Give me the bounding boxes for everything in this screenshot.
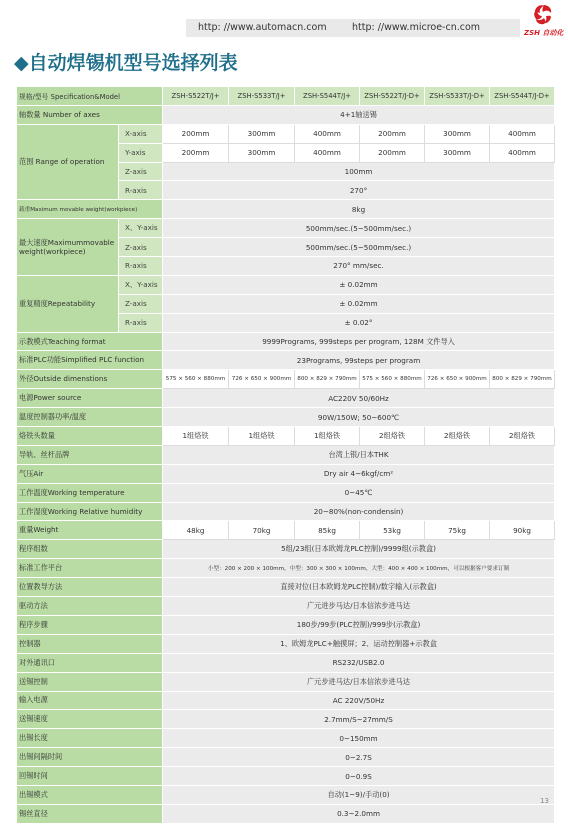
table-row — [17, 483, 555, 502]
row-value: 100mm — [163, 162, 555, 181]
row-value: 广元进步马达/日本信浓步进马达 — [163, 597, 555, 616]
table-row — [17, 105, 555, 124]
row-label: 工作温度Working temperature — [17, 483, 163, 502]
header-model: ZSH-S544T/J+ — [295, 87, 360, 106]
table-row — [17, 767, 555, 786]
axis-label: R-axis — [119, 257, 163, 276]
axis-label: R-axis — [119, 313, 163, 332]
cell-value: 800 × 829 × 790mm — [295, 370, 360, 389]
url-bar — [186, 19, 520, 37]
row-value: 0.3~2.0mm — [163, 804, 555, 823]
row-label: 送锡控制 — [17, 672, 163, 691]
row-label: 出锡模式 — [17, 785, 163, 804]
row-value: 9999Programs, 999steps per program, 128M 文件导入 — [163, 332, 555, 351]
cell-value: 2组烙铁 — [490, 427, 555, 446]
row-value: 8kg — [163, 200, 555, 219]
row-value: Dry air 4~6kgf/cm² — [163, 464, 555, 483]
table-row — [17, 748, 555, 767]
cell-value: 200mm — [360, 143, 425, 162]
row-value: 1、欧姆龙PLC+触摸屏；2、运动控制器+示教盒 — [163, 634, 555, 653]
page-number: 13 — [540, 797, 549, 805]
row-label: 电源Power source — [17, 389, 163, 408]
row-value: AC220V 50/60Hz — [163, 389, 555, 408]
table-header-row — [17, 87, 555, 106]
table-row — [17, 615, 555, 634]
cell-value: 400mm — [295, 143, 360, 162]
cell-value: 2组烙铁 — [360, 427, 425, 446]
axis-label: Z-axis — [119, 238, 163, 257]
table-row — [17, 691, 555, 710]
table-row — [17, 408, 555, 427]
table-row — [17, 332, 555, 351]
table-row — [17, 729, 555, 748]
row-label: 程序步骤 — [17, 615, 163, 634]
table-row — [17, 540, 555, 559]
row-label: 重复精度Repeatability — [17, 275, 119, 332]
row-label: 示教模式Teaching format — [17, 332, 163, 351]
row-value: 直接对位(日本欧姆龙PLC控制)/数字输入(示教盒) — [163, 578, 555, 597]
cell-value: 400mm — [295, 124, 360, 143]
row-label: 锡丝直径 — [17, 804, 163, 823]
cell-value: 70kg — [229, 521, 295, 540]
row-label: 输入电源 — [17, 691, 163, 710]
cell-value: 1组烙铁 — [295, 427, 360, 446]
cell-value: 200mm — [163, 124, 229, 143]
row-label: 工作湿度Working Relative humidity — [17, 502, 163, 521]
row-value: 270° — [163, 181, 555, 200]
cell-value: 1组烙铁 — [229, 427, 295, 446]
row-label: 驱动方法 — [17, 597, 163, 616]
row-label: 标准PLC功能Simplified PLC function — [17, 351, 163, 370]
logo-swirl-icon — [532, 3, 554, 27]
cell-value: 53kg — [360, 521, 425, 540]
website-link-automacn[interactable]: http: //www.automacn.com — [198, 22, 327, 33]
header-model: ZSH-S522T/J+ — [163, 87, 229, 106]
row-label: 出锡长度 — [17, 729, 163, 748]
table-row — [17, 597, 555, 616]
logo-text: ZSH 自动化 — [524, 29, 564, 37]
model-spec-table — [16, 86, 555, 824]
row-label: 重量Weight — [17, 521, 163, 540]
table-row — [17, 521, 555, 540]
row-value: 90W/150W; 50~600℃ — [163, 408, 555, 427]
table-row — [17, 785, 555, 804]
table-row — [17, 389, 555, 408]
row-label: 范围 Range of operation — [17, 124, 119, 200]
cell-value: 85kg — [295, 521, 360, 540]
row-label: 出锡间隔时间 — [17, 748, 163, 767]
row-value: 广元步进马达/日本信浓步进马达 — [163, 672, 555, 691]
table-row — [17, 502, 555, 521]
row-value: 0~0.9S — [163, 767, 555, 786]
table-row — [17, 275, 555, 294]
cell-value: 75kg — [425, 521, 490, 540]
axis-label: R-axis — [119, 181, 163, 200]
header-model: ZSH-S533T/J-D+ — [425, 87, 490, 106]
table-row — [17, 653, 555, 672]
row-value: 自动(1~9)/手动(0) — [163, 785, 555, 804]
row-value: AC 220V/50Hz — [163, 691, 555, 710]
row-label: 载重Maximum movable weight(workpiece) — [17, 200, 163, 219]
table-row — [17, 804, 555, 823]
row-label: 对外通讯口 — [17, 653, 163, 672]
header-model: ZSH-S544T/J-D+ — [490, 87, 555, 106]
cell-value: 200mm — [163, 143, 229, 162]
axis-label: X、Y-axis — [119, 219, 163, 238]
cell-value: 800 × 829 × 790mm — [490, 370, 555, 389]
cell-value: 2组烙铁 — [425, 427, 490, 446]
row-value: 0~150mm — [163, 729, 555, 748]
table-row — [17, 351, 555, 370]
axis-label: Z-axis — [119, 162, 163, 181]
table-row — [17, 464, 555, 483]
table-row — [17, 634, 555, 653]
header-spec-model: 规格/型号 Specification&Model — [17, 87, 163, 106]
row-value: RS232/USB2.0 — [163, 653, 555, 672]
axis-label: X-axis — [119, 124, 163, 143]
axis-label: Z-axis — [119, 294, 163, 313]
row-label: 最大速度Maximummovable weight(workpiece) — [17, 219, 119, 276]
row-label: 气压Air — [17, 464, 163, 483]
row-label: 导轨、丝杆品牌 — [17, 445, 163, 464]
row-value: 23Programs, 99steps per program — [163, 351, 555, 370]
cell-value: 90kg — [490, 521, 555, 540]
row-label: 外径Outside dimenstions — [17, 370, 163, 389]
cell-value: 400mm — [490, 124, 555, 143]
cell-value: 726 × 650 × 900mm — [229, 370, 295, 389]
table-row — [17, 427, 555, 446]
row-value: 500mm/sec.(5~500mm/sec.) — [163, 238, 555, 257]
cell-value: 48kg — [163, 521, 229, 540]
row-value: 20~80%(non-condensin) — [163, 502, 555, 521]
table-row — [17, 370, 555, 389]
row-value: 台湾上银/日本THK — [163, 445, 555, 464]
row-value: 500mm/sec.(5~500mm/sec.) — [163, 219, 555, 238]
row-label: 控制器 — [17, 634, 163, 653]
table-row — [17, 710, 555, 729]
cell-value: 300mm — [425, 124, 490, 143]
cell-value: 300mm — [229, 143, 295, 162]
cell-value: 575 × 560 × 880mm — [163, 370, 229, 389]
cell-value: 1组烙铁 — [163, 427, 229, 446]
row-value: 2.7mm/S~27mm/S — [163, 710, 555, 729]
header-model: ZSH-S522T/J-D+ — [360, 87, 425, 106]
company-logo — [522, 3, 564, 37]
table-row — [17, 445, 555, 464]
cell-value: 726 × 650 × 900mm — [425, 370, 490, 389]
axis-label: Y-axis — [119, 143, 163, 162]
row-label: 位置教导方法 — [17, 578, 163, 597]
cell-value: 300mm — [425, 143, 490, 162]
cell-value: 575 × 560 × 880mm — [360, 370, 425, 389]
axis-label: X、Y-axis — [119, 275, 163, 294]
table-row — [17, 559, 555, 578]
row-value: 0~45℃ — [163, 483, 555, 502]
table-row — [17, 672, 555, 691]
page-header — [0, 0, 568, 38]
cell-value: 400mm — [490, 143, 555, 162]
cell-value: 200mm — [360, 124, 425, 143]
row-label: 程序组数 — [17, 540, 163, 559]
row-value: 0~2.7S — [163, 748, 555, 767]
website-link-microe[interactable]: http: //www.microe-cn.com — [352, 22, 481, 33]
page-title: ◆自动焊锡机型号选择列表 — [14, 52, 238, 74]
row-value: 5组/23组(日本欧姆龙PLC控制)/9999组(示教盒) — [163, 540, 555, 559]
row-value: ± 0.02mm — [163, 294, 555, 313]
table-row — [17, 219, 555, 238]
row-value: ± 0.02° — [163, 313, 555, 332]
row-value: 4+1轴送锡 — [163, 105, 555, 124]
row-label: 烙铁头数量 — [17, 427, 163, 446]
row-label: 温度控制器功率/温度 — [17, 408, 163, 427]
row-label: 回锡时间 — [17, 767, 163, 786]
table-row — [17, 578, 555, 597]
table-row — [17, 124, 555, 143]
cell-value: 300mm — [229, 124, 295, 143]
row-value: 小型：200 × 200 × 100mm，中型：300 × 300 × 100mm，大型：400 × 400 × 100mm，可以根据客户要求订制 — [163, 559, 555, 578]
row-value: 270° mm/sec. — [163, 257, 555, 276]
row-label: 标准工作平台 — [17, 559, 163, 578]
header-model: ZSH-S533T/J+ — [229, 87, 295, 106]
row-label: 送锡速度 — [17, 710, 163, 729]
table-row — [17, 200, 555, 219]
row-value: ± 0.02mm — [163, 275, 555, 294]
row-label: 轴数量 Number of axes — [17, 105, 163, 124]
row-value: 180步/99步(PLC控制)/999步(示教盒) — [163, 615, 555, 634]
